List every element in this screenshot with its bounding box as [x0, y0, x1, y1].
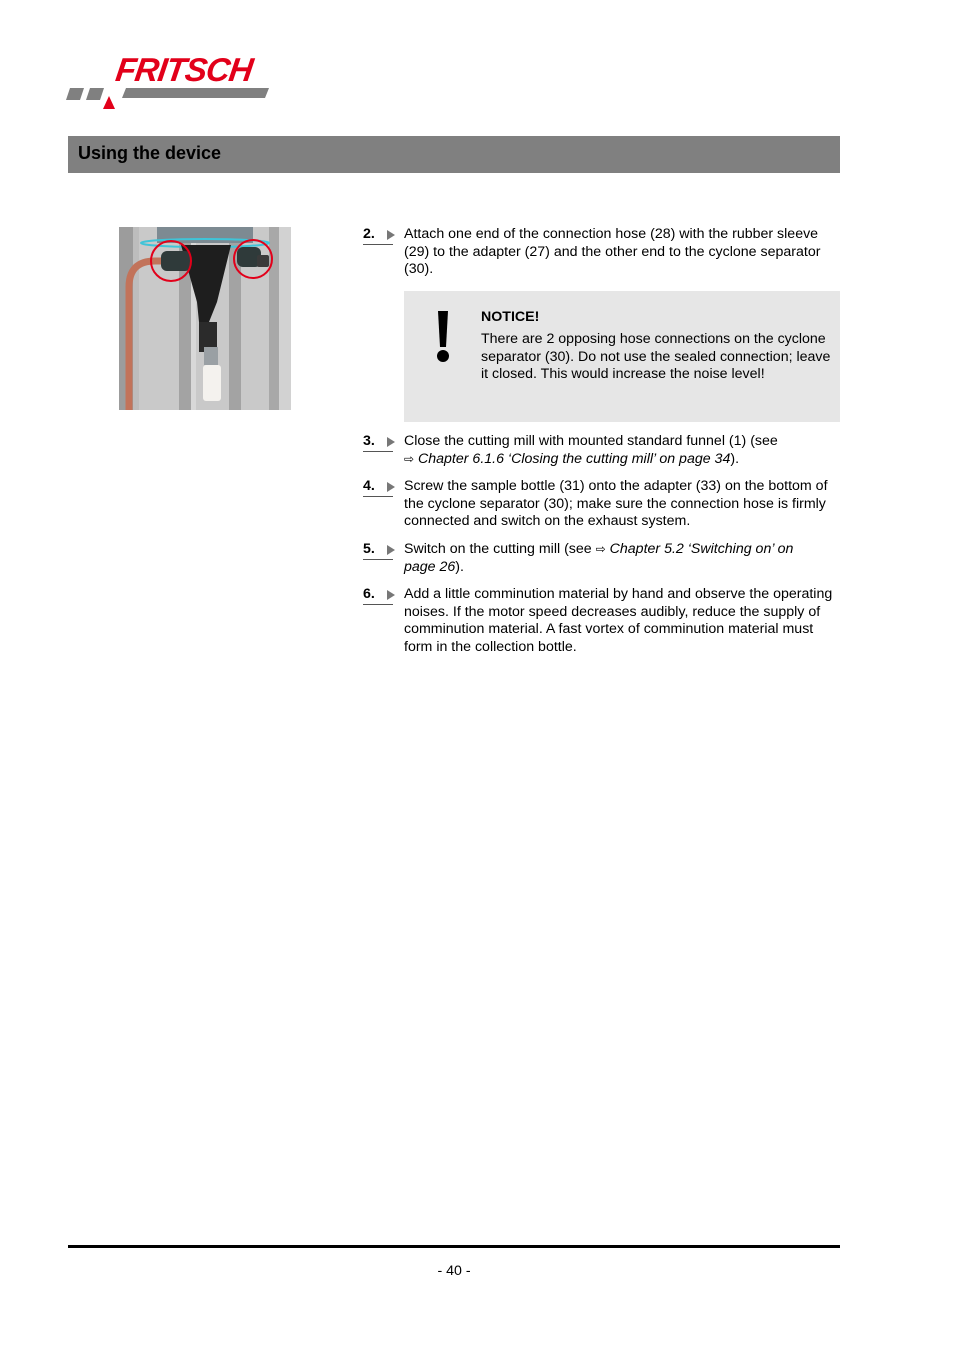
step-text: Screw the sample bottle (31) onto the adapter (33) on the bottom of the cyclone separator (30); make sure the connection hose is firmly connected and switch on the exhaust system. [404, 478, 828, 530]
cyclone-separator-photo [119, 227, 291, 410]
exclamation-icon [437, 311, 449, 363]
step-text: Close the cutting mill with mounted standard funnel (1) (see ⇨ Chapter 6.1.6 ‘Closing the cutting mill’ on page 34). [404, 433, 778, 467]
chapter-link[interactable]: Chapter 6.1.6 ‘Closing the cutting mill’ on page 34 [418, 450, 731, 467]
step-arrow-icon [387, 230, 395, 240]
step-6 [363, 586, 840, 656]
step-5 [363, 541, 840, 576]
page-number: - 40 - [437, 1263, 471, 1279]
section-title: Using the device [78, 143, 222, 163]
brand-name: FRITSCH [113, 51, 255, 88]
cross-reference-icon: ⇨ [404, 451, 415, 466]
notice-box [404, 291, 840, 422]
step-number: 5. [363, 541, 397, 559]
notice-body: There are 2 opposing hose connections on the cyclone separator (30). Do not use the sealed connection; leave it closed. This would increase the noise level! [481, 331, 831, 383]
step-2 [363, 226, 840, 279]
step-number: 3. [363, 433, 397, 451]
notice-title: NOTICE! [481, 309, 540, 325]
cross-reference-icon: ⇨ [595, 542, 606, 556]
step-4 [363, 478, 840, 531]
step-text: Switch on the cutting mill (see ⇨ Chapter 5.2 ‘Switching on’ on page 26). [404, 541, 794, 575]
step-text: Add a little comminution material by hand and observe the operating noises. If the motor speed decreases audibly, reduce the supply of comminution material. A fast vortex of comminution material must form in the collection bottle. [404, 586, 833, 655]
fritsch-logo [66, 52, 286, 114]
step-arrow-icon [387, 437, 395, 447]
step-number: 6. [363, 586, 397, 604]
step-3 [363, 433, 840, 468]
step-arrow-icon [387, 590, 395, 600]
step-arrow-icon [387, 482, 395, 492]
step-number: 4. [363, 478, 397, 496]
chapter-link[interactable]: Chapter 5.2 ‘Switching on’ on page 26 [404, 541, 794, 575]
step-arrow-icon [387, 545, 395, 555]
section-header [68, 136, 840, 173]
step-number: 2. [363, 226, 397, 244]
footer-rule [68, 1245, 840, 1248]
step-text: Attach one end of the connection hose (28) with the rubber sleeve (29) to the adapter (27) and the other end to the cyclone separator (30). [404, 226, 821, 278]
